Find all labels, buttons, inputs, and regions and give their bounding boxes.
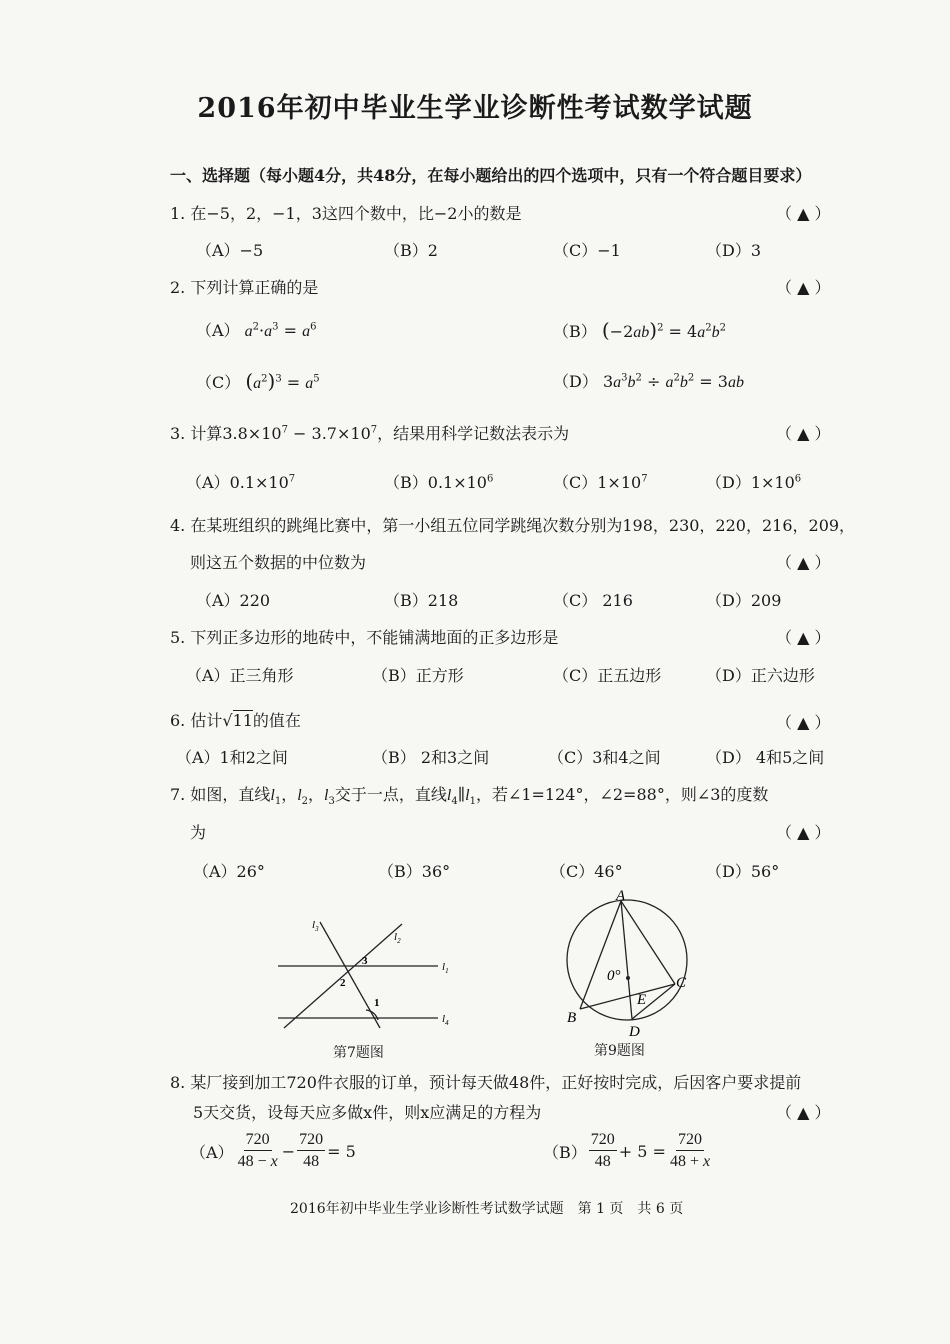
q8-stem-line1: 8. 某厂接到加工720件衣服的订单，预计每天做48件，正好按时完成，后因客户要求提前 xyxy=(170,1073,802,1092)
label-l2: $l_2$ xyxy=(394,931,401,945)
q3-option-b-label: （B） xyxy=(384,473,428,492)
point-e-label: E xyxy=(637,992,647,1008)
q3-stem xyxy=(170,421,569,444)
center-o-label: 0° xyxy=(607,968,621,984)
q5-option-d: （D）正六边形 xyxy=(706,666,815,685)
segment-ad xyxy=(621,901,632,1019)
q8-answer-mark: （ ▲ ） xyxy=(776,1103,831,1122)
q3-stem-pre: 3. 计算 xyxy=(170,424,223,443)
fraction: $\frac{720}{48}$ xyxy=(299,1131,324,1170)
q6-option-d: （D） 4和5之间 xyxy=(706,748,825,767)
q4-option-c: （C） 216 xyxy=(553,591,633,610)
point-d-label: D xyxy=(629,1024,640,1040)
q5-stem: 5. 下列正多边形的地砖中，不能铺满地面的正多边形是 xyxy=(170,628,559,647)
q5-answer-mark: （ ▲ ） xyxy=(776,628,831,647)
q6-option-b: （B） 2和3之间 xyxy=(372,748,490,767)
label-l3: $l_3$ xyxy=(312,919,319,933)
q2-option-c-expr: $(a^2)^3 = a^5$ xyxy=(245,369,320,393)
q8-option-a: （A） $\frac{720}{48 - x}$ − $\frac{720}{48}$ = 5 xyxy=(190,1130,356,1173)
label-l4: $l_4$ xyxy=(442,1013,449,1027)
q2-option-a xyxy=(196,318,316,341)
q3-option-a: $(A)0.1\times 10^7$ xyxy=(186,473,296,492)
q2-option-d-expr: $3a^3b^2 \div a^2b^2 = 3ab$ xyxy=(602,372,744,391)
fraction: $\frac{720}{48 - x}$ xyxy=(237,1131,278,1170)
q3-answer-mark: （ ▲ ） xyxy=(776,424,831,443)
q7-option-c: （C）46° xyxy=(550,862,623,881)
point-b-label: B xyxy=(567,1010,577,1026)
q3-option-b: $(B)0.1\times 10^6$ xyxy=(384,473,494,492)
q7-stem-post: 的度数 xyxy=(720,785,769,804)
q2-option-d xyxy=(553,369,744,392)
q3-option-a-label: （A） xyxy=(186,473,230,492)
fraction: $\frac{720}{48 + x}$ xyxy=(669,1131,711,1170)
q2-option-c-label: （C） xyxy=(196,373,241,392)
q4-stem-line1: 4. 在某班组织的跳绳比赛中，第一小组五位同学跳绳次数分别为198，230，220，216，209， xyxy=(170,516,856,535)
q7-stem-line1: 7. 如图，直线$l_1$，$l_2$，$l_3$交于一点，直线$l_4\parallel l_1$，若∠1=124°，∠2=88°，则∠3的度数 xyxy=(170,785,769,808)
q6-stem-post: 的值在 xyxy=(252,711,301,730)
q2-option-b xyxy=(553,318,726,342)
q1-option-a: （A）−5 xyxy=(196,241,264,260)
segment-ac xyxy=(621,901,675,984)
q5-option-b: （B）正方形 xyxy=(372,666,464,685)
page-footer: 2016年初中毕业生学业诊断性考试数学试题 第 1 页 共 6 页 xyxy=(290,1201,684,1217)
q1-answer-mark: （ ▲ ） xyxy=(776,204,831,223)
q3-option-c: $(C)1\times 10^7$ xyxy=(553,473,648,492)
q2-option-a-expr: $a^2\cdot a^3 = a^6$ xyxy=(244,321,317,340)
page-title: 2016年初中毕业生学业诊断性考试数学试题 xyxy=(197,93,753,124)
point-c-label: C xyxy=(676,975,687,991)
fraction: $\frac{720}{48}$ xyxy=(590,1131,615,1170)
q8-option-b-label: （B） xyxy=(543,1143,587,1162)
q2-option-b-expr: $(-2ab)^2 = 4a^2b^2$ xyxy=(601,318,726,342)
q4-stem-line2: 则这五个数据的中位数为 xyxy=(190,553,367,572)
q3-stem-post: ，结果用科学记数法表示为 xyxy=(377,424,570,443)
q6-stem xyxy=(170,708,301,731)
q4-option-b: （B）218 xyxy=(384,591,459,610)
q6-answer-mark: （ ▲ ） xyxy=(776,713,831,732)
line-l3 xyxy=(320,922,380,1028)
q4-option-a: （A）220 xyxy=(196,591,271,610)
q4-answer-mark: （ ▲ ） xyxy=(776,553,831,572)
q7-option-d: （D）56° xyxy=(706,862,780,881)
q7-stem-pre: 7. 如图，直线 xyxy=(170,785,271,804)
q7-stem-line2: 为 xyxy=(190,823,207,842)
q2-option-d-label: （D） xyxy=(553,372,598,391)
q3-option-c-label: （C） xyxy=(553,473,598,492)
q7-answer-mark: （ ▲ ） xyxy=(776,823,831,842)
angle-2-label: 2 xyxy=(340,977,346,989)
figure-7-diagram xyxy=(270,910,470,1035)
q8-option-b: （B） $\frac{720}{48}$ + 5 = $\frac{720}{48 + x}$ xyxy=(543,1130,714,1173)
q8-option-a-label: （A） xyxy=(190,1143,234,1162)
q7-option-a: （A）26° xyxy=(193,862,265,881)
angle-1-label: 1 xyxy=(374,997,380,1009)
q8-stem-line2: 5天交货，设每天应多做x件，则x应满足的方程为 xyxy=(193,1103,542,1122)
section-heading: 一、选择题（每小题4分，共48分，在每小题给出的四个选项中，只有一个符合题目要求） xyxy=(170,166,812,185)
q2-option-b-label: （B） xyxy=(553,322,597,341)
sqrt-11: √11 xyxy=(222,711,253,730)
segment-ab xyxy=(580,901,621,1009)
q3-option-d: $(D)1\times 10^6$ xyxy=(706,473,802,492)
point-a-label: A xyxy=(616,888,626,904)
angle-3-label: 3 xyxy=(362,955,368,967)
segment-bc xyxy=(580,984,675,1009)
line-l2 xyxy=(284,924,402,1028)
figure-9-caption: 第9题图 xyxy=(594,1043,645,1059)
q1-option-c: （C）−1 xyxy=(553,241,621,260)
point-e xyxy=(626,976,630,980)
label-l1: $l_1$ xyxy=(442,961,449,975)
q5-option-c: （C）正五边形 xyxy=(553,666,662,685)
q1-option-b: （B）2 xyxy=(384,241,438,260)
figure-9-diagram xyxy=(555,888,705,1040)
q2-option-c xyxy=(196,369,320,393)
q2-option-a-label: （A） xyxy=(196,321,240,340)
q4-option-d: （D）209 xyxy=(706,591,782,610)
q6-option-a: （A）1和2之间 xyxy=(176,748,288,767)
q1-option-d: （D）3 xyxy=(706,241,762,260)
q7-option-b: （B）36° xyxy=(378,862,451,881)
q6-stem-pre: 6. 估计 xyxy=(170,711,223,730)
q5-option-a: （A）正三角形 xyxy=(186,666,294,685)
q2-stem: 2. 下列计算正确的是 xyxy=(170,278,319,297)
q3-expr: $3.8\times 10^7 - 3.7\times 10^7$ xyxy=(222,424,378,443)
figure-7-caption: 第7题图 xyxy=(333,1045,384,1061)
q2-answer-mark: （ ▲ ） xyxy=(776,278,831,297)
q3-option-d-label: （D） xyxy=(706,473,751,492)
q1-stem: 1. 在−5，2，−1，3这四个数中，比−2小的数是 xyxy=(170,204,522,223)
q6-option-c: （C）3和4之间 xyxy=(548,748,661,767)
